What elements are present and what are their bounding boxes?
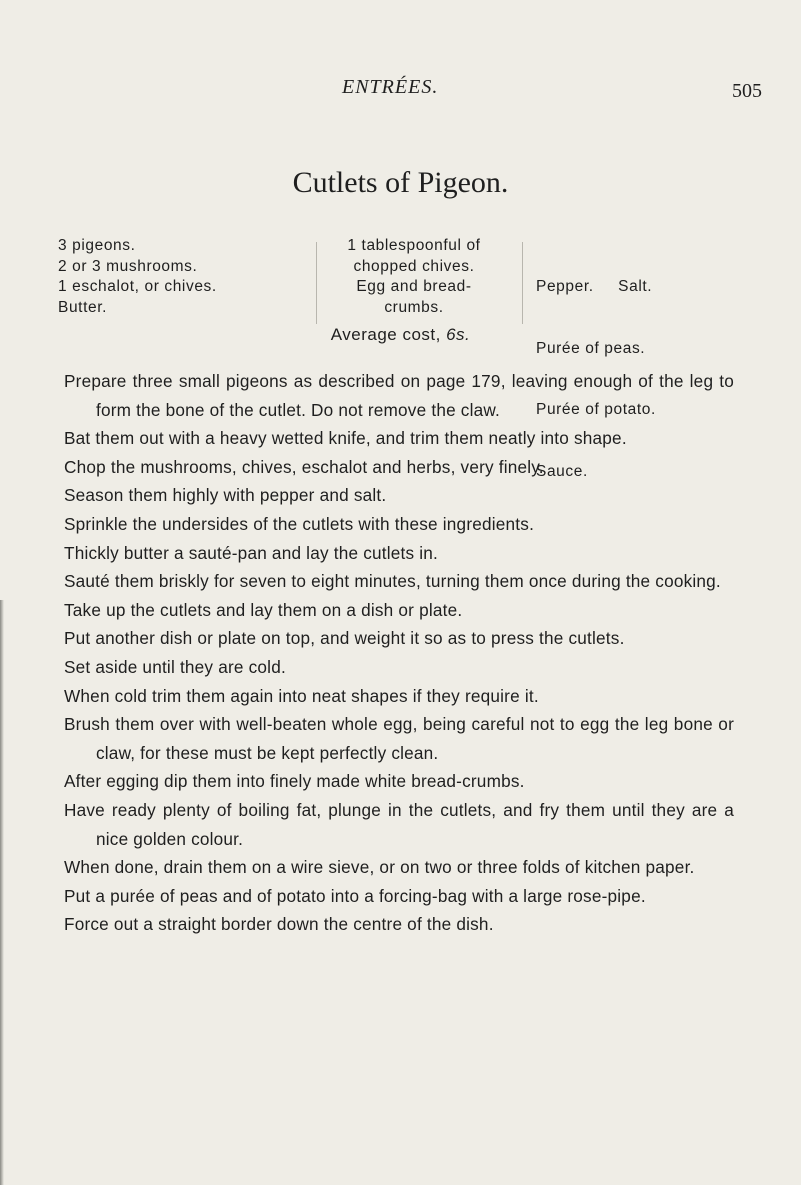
ingredient-line: Purée of potato. [536,401,656,418]
running-head: ENTRÉES. [342,76,439,98]
page-number: 505 [732,80,762,102]
method-steps [64,367,734,939]
method-step: Prepare three small pigeons as described on page 179, leaving enough of the leg to form the bone of the cutlet. Do not remove the claw. [64,371,734,420]
ingredient-line: 1 tablespoonful of [347,237,481,254]
column-divider [522,242,523,324]
ingredient-line: 3 pigeons. [58,237,136,254]
method-step: When cold trim them again into neat shapes if they require it. [64,685,539,706]
method-step: Brush them over with well-beaten whole egg, being careful not to egg the leg bone or claw, for these must be kept perfectly clean. [64,714,734,763]
method-step: Set aside until they are cold. [64,656,286,677]
ingredient-line: 1 eschalot, or chives. [58,278,217,295]
ingredient-line: crumbs. [384,298,444,316]
ingredient-line: Sauce. [536,462,588,480]
ingredient-line: Pepper. Salt. [536,278,653,295]
method-step: After egging dip them into finely made white bread-crumbs. [64,771,525,792]
cost-label: Average cost, [330,325,447,344]
method-step: Bat them out with a heavy wetted knife, and trim them neatly into shape. [64,428,627,449]
method-step: Have ready plenty of boiling fat, plunge in the cutlets, and fry them until they are a nice golden colour. [64,799,734,849]
method-step: Sprinkle the undersides of the cutlets with these ingredients. [64,513,535,534]
method-step: Take up the cutlets and lay them on a dish or plate. [64,599,463,620]
ingredient-line: Egg and bread- [356,278,472,295]
recipe-title: Cutlets of Pigeon. [292,166,509,199]
ingredient-line: Purée of peas. [536,339,646,357]
method-step: Season them highly with pepper and salt. [64,485,387,506]
method-step: Force out a straight border down the centre of the dish. [64,914,494,935]
method-step: Thickly butter a sauté-pan and lay the cutlets in. [64,542,439,563]
method-step: When done, drain them on a wire sieve, or on two or three folds of kitchen paper. [64,857,695,878]
cost-value: 6s. [446,325,471,344]
ingredient-line: chopped chives. [353,257,475,275]
ingredient-line: Butter. [58,298,108,316]
method-step: Sauté them briskly for seven to eight minutes, turning them once during the cooking. [64,571,721,592]
method-step: Put another dish or plate on top, and weight it so as to press the cutlets. [64,628,625,649]
ingredient-line: 2 or 3 mushrooms. [58,257,198,275]
ingredients-column-2 [314,236,514,318]
page-edge-shadow [0,600,4,1185]
average-cost [0,325,801,345]
method-step: Chop the mushrooms, chives, eschalot and herbs, very finely. [64,456,544,477]
ingredients-column-1 [58,236,217,318]
method-step: Put a purée of peas and of potato into a forcing-bag with a large rose-pipe. [64,885,646,906]
